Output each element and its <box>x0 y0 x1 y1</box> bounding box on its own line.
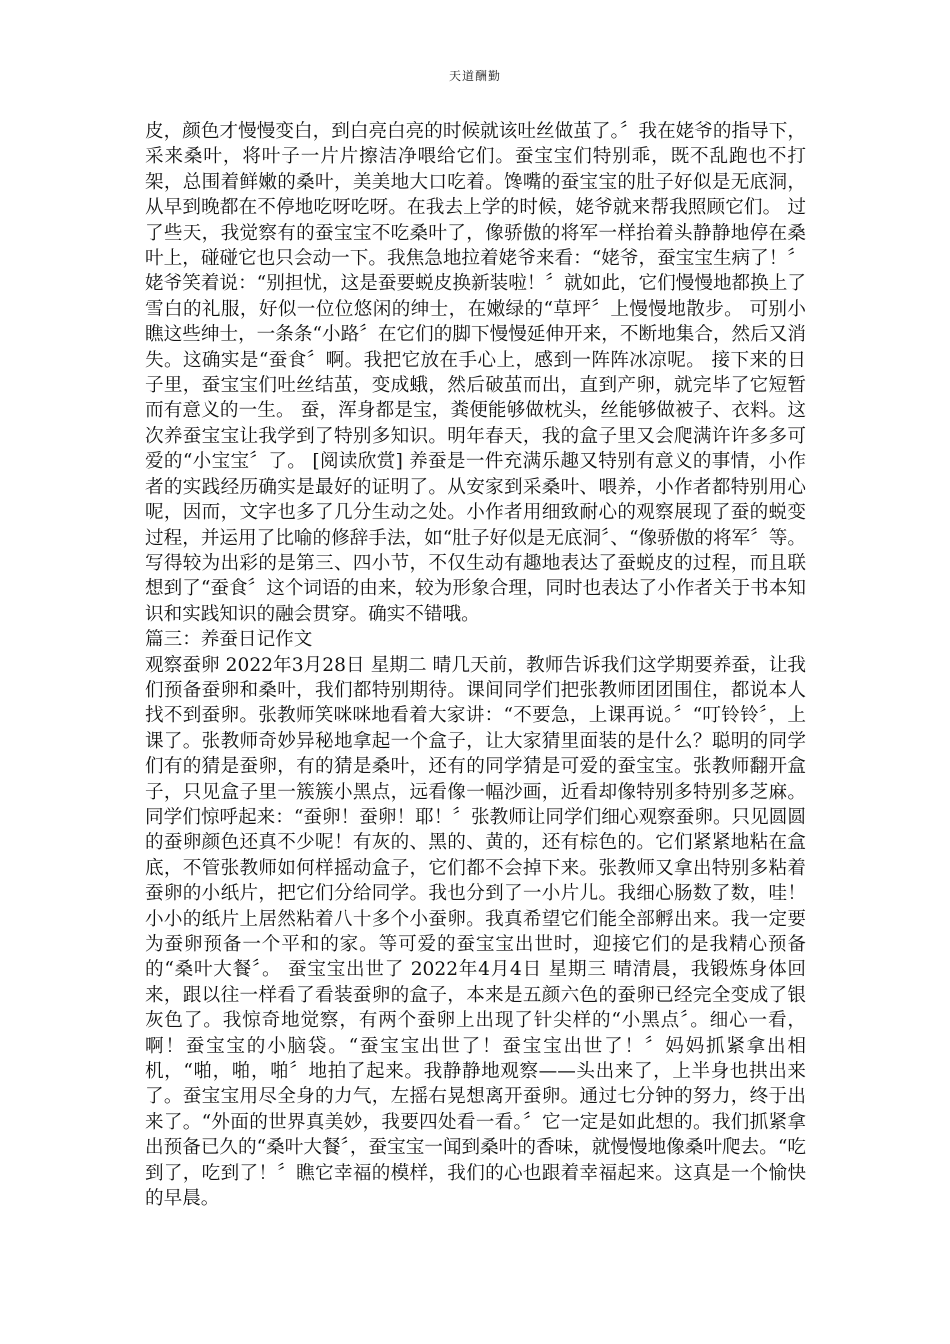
paragraph-2: 观察蚕卵 2022年3月28日 星期二 晴几天前，教师告诉我们这学期要养蚕，让我们预备蚕卵和桑叶，我们都特别期待。课间同学们把张教师团团围住，都说本人找不到蚕卵。张教师笑咪咪地看着大家讲：“不要急，上课再说。〞“叮铃铃〞，上课了。张教师奇妙异秘地拿起一个盒子，让大家猜里面装的是什么？聪明的同学们有的猜是蚕卵，有的猜是桑叶，还有的同学猜是可爱的蚕宝宝。张教师翻开盒子，只见盒子里一簇簇小黑点，远看像一幅沙画，近看却像特别多特别多芝麻。同学们惊呼起来：“蚕卵！蚕卵！耶！〞张教师让同学们细心观察蚕卵。只见圆圆的蚕卵颜色还真不少呢！有灰的、黑的、黄的，还有棕色的。它们紧紧地粘在盒底，不管张教师如何样摇动盒子，它们都不会掉下来。张教师又拿出特别多粘着蚕卵的小纸片，把它们分给同学。我也分到了一小片儿。我细心肠数了数，哇！小小的纸片上居然粘着八十多个小蚕卵。我真希望它们能全部孵出来。我一定要为蚕卵预备一个平和的家。等可爱的蚕宝宝出世时，迎接它们的是我精心预备的“桑叶大餐〞。 蚕宝宝出世了 2022年4月4日 星期三 晴清晨，我锻炼身体回来，跟以往一样看了看装蚕卵的盒子，本来是五颜六色的蚕卵已经完全变成了银灰色了。我惊奇地觉察，有两个蚕卵上出现了针尖样的“小黑点〞。细心一看，啊！蚕宝宝的小脑袋。“蚕宝宝出世了！蚕宝宝出世了！〞妈妈抓紧拿出相机，“啪，啪，啪〞地拍了起来。我静静地观察——头出来了，上半身也拱出来了。蚕宝宝用尽全身的力气，左摇右晃想离开蚕卵。通过七分钟的努力，终于出来了。“外面的世界真美妙，我要四处看一看。〞它一定是如此想的。我们抓紧拿出预备已久的“桑叶大餐〞，蚕宝宝一闻到桑叶的香味，就慢慢地像桑叶爬去。“吃到了，吃到了！〞瞧它幸福的模样，我们的心也跟着幸福起来。这真是一个愉快的早晨。 <box>145 654 807 1210</box>
document-body <box>145 119 806 1211</box>
paragraph-1: 皮，颜色才慢慢变白，到白亮白亮的时候就该吐丝做茧了。〞我在姥爷的指导下，采来桑叶，将叶子一片片擦洁净喂给它们。蚕宝宝们特别乖，既不乱跑也不打架，总围着鲜嫩的桑叶，美美地大口吃着。馋嘴的蚕宝宝的肚子好似是无底洞，从早到晚都在不停地吃呀吃呀。在我去上学的时候，姥爷就来帮我照顾它们。 过了些天，我觉察有的蚕宝宝不吃桑叶了，像骄傲的将军一样抬着头静静地停在桑叶上，碰碰它也只会动一下。我焦急地拉着姥爷来看：“姥爷，蚕宝宝生病了！〞姥爷笑着说：“别担忧，这是蚕要蜕皮换新装啦！〞就如此，它们慢慢地都换上了雪白的礼服，好似一位位悠闲的绅士，在嫩绿的“草坪〞上慢慢地散步。 可别小瞧这些绅士，一条条“小路〞在它们的脚下慢慢延伸开来，不断地集合，然后又消失。这确实是“蚕食〞啊。我把它放在手心上，感到一阵阵冰凉呢。 接下来的日子里，蚕宝宝们吐丝结茧，变成蛾，然后破茧而出，直到产卵，就完毕了它短暂而有意义的一生。 蚕，浑身都是宝，粪便能够做枕头，丝能够做被子、衣料。这次养蚕宝宝让我学到了特别多知识。明年春天，我的盒子里又会爬满许许多多可爱的“小宝宝〞了。 [阅读欣赏] 养蚕是一件充满乐趣又特别有意义的事情，小作者的实践经历确实是最好的证明了。从安家到采桑叶、喂养，小作者都特别用心呢，因而，文字也多了几分生动之处。小作者用细致耐心的观察展现了蚕的蜕变过程，并运用了比喻的修辞手法，如“肚子好似是无底洞〞、“像骄傲的将军〞等。写得较为出彩的是第三、四小节，不仅生动有趣地表达了蚕蜕皮的过程，而且联想到了“蚕食〞这个词语的由来，较为形象合理，同时也表达了小作者关于书本知识和实践知识的融会贯穿。确实不错哦。 <box>145 121 806 625</box>
page-header: 天道酬勤 <box>448 69 501 83</box>
section-heading: 篇三：养蚕日记作文 <box>145 629 313 651</box>
